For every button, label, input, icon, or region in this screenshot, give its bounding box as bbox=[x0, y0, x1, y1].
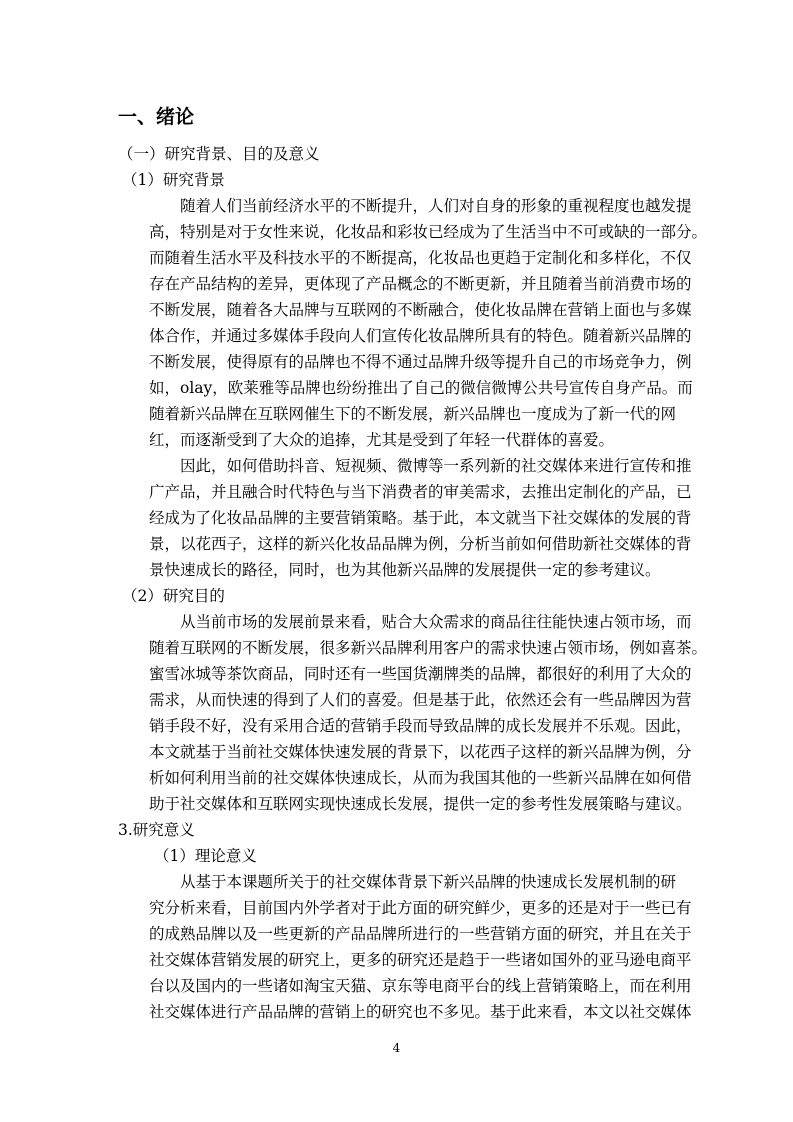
text-line: 本文就基于当前社交媒体快速发展的背景下，以花西子这样的新兴品牌为例，分 bbox=[149, 743, 692, 761]
text-line: 广产品，并且融合时代特色与当下消费者的审美需求，去推出定制化的产品，已 bbox=[149, 483, 692, 501]
paragraph-background-1 bbox=[118, 193, 708, 453]
subsection-heading-research-background: （1）研究背景 bbox=[122, 171, 225, 189]
text-line: 存在产品结构的差异，更体现了产品概念的不断更新，并且随着当前消费市场的 bbox=[149, 275, 692, 293]
section-heading-research-background-purpose-significance: （一）研究背景、目的及意义 bbox=[118, 145, 320, 163]
chapter-title: 一、绪论 bbox=[118, 106, 195, 128]
text-line: 助于社交媒体和互联网实现快速成长发展，提供一定的参考性发展策略与建议。 bbox=[149, 795, 692, 813]
text-line: 析如何利用当前的社交媒体快速成长，从而为我国其他的一些新兴品牌在如何借 bbox=[149, 769, 692, 787]
subsection-heading-research-significance: 3.研究意义 bbox=[118, 821, 195, 839]
paragraph-theory-1 bbox=[118, 869, 692, 1025]
text-line: 景快速成长的路径，同时，也为其他新兴品牌的发展提供一定的参考建议。 bbox=[149, 561, 661, 579]
paragraph-purpose-1 bbox=[118, 609, 708, 817]
text-line: 而随着生活水平及科技水平的不断提高，化妆品也更趋于定制化和多样化，不仅 bbox=[149, 249, 692, 267]
text-line: 因此，如何借助抖音、短视频、微博等一系列新的社交媒体来进行宣传和推 bbox=[180, 457, 692, 475]
text-line: 需求，从而快速的得到了人们的喜爱。但是基于此，依然还会有一些品牌因为营 bbox=[149, 691, 692, 709]
text-line: 体合作，并通过多媒体手段向人们宣传化妆品牌所具有的特色。随着新兴品牌的 bbox=[149, 327, 692, 345]
text-line: 不断发展，使得原有的品牌也不得不通过品牌升级等提升自己的市场竞争力，例 bbox=[149, 353, 692, 371]
text-line: 随着人们当前经济水平的不断提升，人们对自身的形象的重视程度也越发提 bbox=[180, 197, 692, 215]
subsection-heading-research-purpose: （2）研究目的 bbox=[122, 587, 225, 605]
text-line: 社交媒体进行产品品牌的营销上的研究也不多见。基于此来看，本文以社交媒体 bbox=[149, 1003, 692, 1021]
text-line: 随着互联网的不断发展，很多新兴品牌利用客户的需求快速占领市场，例如喜茶。 bbox=[149, 639, 708, 657]
text-line: 随着新兴品牌在互联网催生下的不断发展，新兴品牌也一度成为了新一代的网 bbox=[149, 405, 677, 423]
text-line: 究分析来看，目前国内外学者对于此方面的研究鲜少，更多的还是对于一些已有 bbox=[149, 899, 692, 917]
text-line: 从基于本课题所关于的社交媒体背景下新兴品牌的快速成长发展机制的研 bbox=[180, 873, 677, 891]
text-line: 蜜雪冰城等茶饮商品，同时还有一些国货潮牌类的品牌，都很好的利用了大众的 bbox=[149, 665, 692, 683]
text-line: 如，olay，欧莱雅等品牌也纷纷推出了自己的微信微博公共号宣传自身产品。而 bbox=[149, 379, 693, 397]
text-line: 社交媒体营销发展的研究上，更多的研究还是趋于一些诸如国外的亚马逊电商平 bbox=[149, 951, 692, 969]
text-line: 经成为了化妆品品牌的主要营销策略。基于此，本文就当下社交媒体的发展的背 bbox=[149, 509, 692, 527]
text-line: 销手段不好，没有采用合适的营销手段而导致品牌的成长发展并不乐观。因此， bbox=[149, 717, 692, 735]
text-line: 高，特别是对于女性来说，化妆品和彩妆已经成为了生活当中不可或缺的一部分。 bbox=[149, 223, 708, 241]
paragraph-background-2 bbox=[118, 453, 692, 583]
page-number: 4 bbox=[392, 1041, 401, 1055]
text-line: 景，以花西子，这样的新兴化妆品品牌为例，分析当前如何借助新社交媒体的背 bbox=[149, 535, 692, 553]
document-body bbox=[118, 141, 708, 1025]
text-line: 不断发展，随着各大品牌与互联网的不断融合，使化妆品牌在营销上面也与多媒 bbox=[149, 301, 692, 319]
text-line: 红，而逐渐受到了大众的追捧，尤其是受到了年轻一代群体的喜爱。 bbox=[149, 431, 615, 449]
text-line: 台以及国内的一些诸如淘宝天猫、京东等电商平台的线上营销策略上，而在利用 bbox=[149, 977, 692, 995]
text-line: 从当前市场的发展前景来看，贴合大众需求的商品往往能快速占领市场，而 bbox=[180, 613, 692, 631]
subsection-heading-theoretical-significance: （1）理论意义 bbox=[154, 847, 257, 865]
text-line: 的成熟品牌以及一些更新的产品品牌所进行的一些营销方面的研究，并且在关于 bbox=[149, 925, 692, 943]
